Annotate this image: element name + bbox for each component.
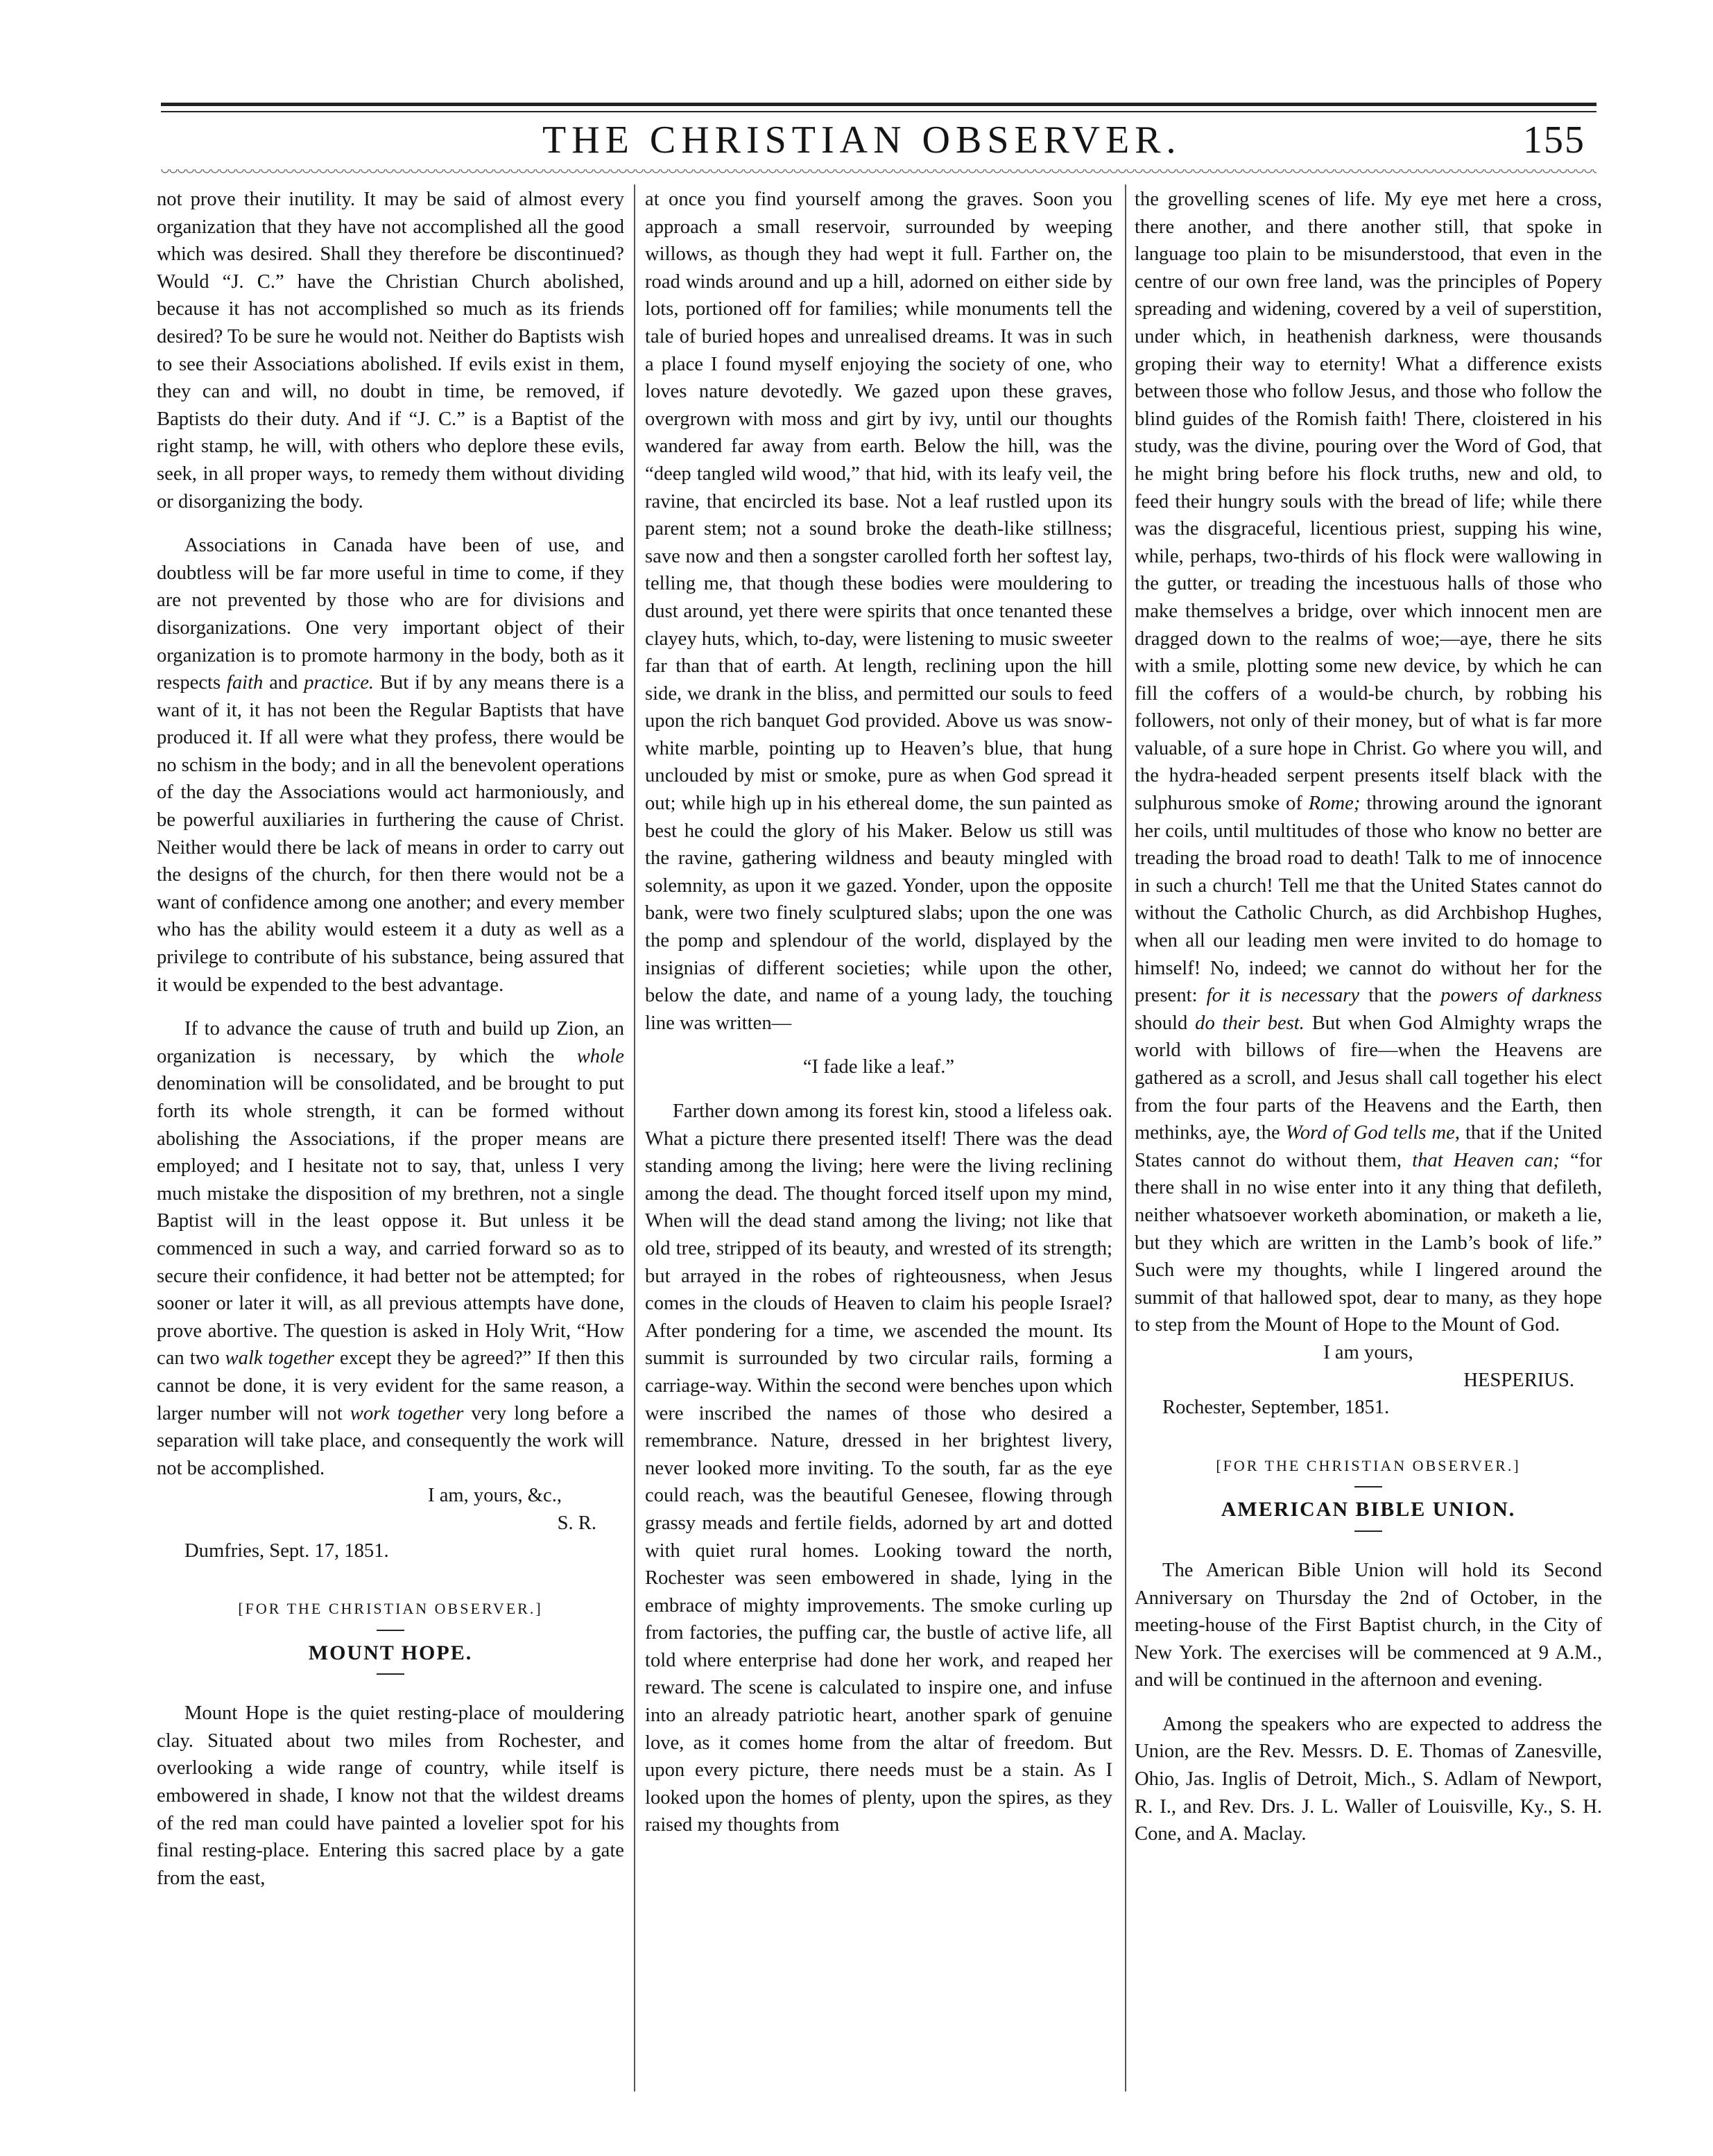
paragraph: Among the speakers who are expected to address the Union, are the Rev. Messrs. D. E. Thomas of Zanesville, Ohio, Jas. Inglis of Detroit, Mich., S. Adlam of Newport, R. I., and Rev. Drs. J. L. Waller of Louisville, Ky., S. H. Cone, and A. Maclay. <box>1135 1713 1602 1845</box>
paragraph: If to advance the cause of truth and build up Zion, an organization is necessary, by which the whole denomination will be consolidated, and be brought to put forth its whole strength, it can be formed without abolishing the Associations, if the proper means are employed; and I hesitate not to say, that, unless I very much mistake the disposition of my brethren, not a single Baptist will in the least oppose it. But unless it be commenced in such a way, and carried forward so as to secure their confidence, it had better not be attempted; for sooner or later it will, as all previous attempts have done, prove abortive. The question is asked in Holy Writ, “How can two walk together except they be agreed?” If then this cannot be done, it is very evident for the same reason, a larger number will not work together very long before a separation will take place, and consequently the work will not be accomplished. <box>157 1018 624 1479</box>
section-label: [FOR THE CHRISTIAN OBSERVER.] <box>238 1600 543 1618</box>
paragraph: at once you find yourself among the graves. Soon you approach a small reservoir, surrounded by weeping willows, as though they had wept it full. Farther on, the road winds around and up a hill, adorned on either side by lots, portioned off for families; while monuments tell the tale of buried hopes and unrealised dreams. It was in such a place I found myself enjoying the society of one, who loves nature devotedly. We gazed upon these graves, overgrown with moss and girt by ivy, until our thoughts wandered far away from earth. Below the hill, was the “deep tangled wild wood,” that hid, with its leafy veil, the ravine, that encircled its base. Not a leaf rustled upon its parent stem; not a sound broke the death-like stillness; save now and then a songster carolled forth her softest lay, telling me, that though these bodies were mouldering to dust around, yet there were spirits that once tenanted these clayey huts, which, to-day, were listening to music sweeter far than that of earth. At length, reclining upon the hill side, we drank in the bliss, and permitted our souls to feed upon the rich banquet God provided. Above us was snow-white marble, pointing up to Heaven’s blue, that hung unclouded by mist or smoke, pure as when God spread it out; while high up in his ethereal dome, the sun painted as best he could the glory of his Maker. Below us still was the ravine, gathering wildness and beauty mingled with solemnity, as upon it we gazed. Yonder, upon the opposite bank, were two finely sculptured slabs; upon the one was the pomp and splendour of the world, displayed by the insignias of different societies; while upon the other, below the date, and name of a young lady, the touching line was written— <box>645 189 1112 1034</box>
paragraph: Associations in Canada have been of use, and doubtless will be far more useful in time to come, if they are not prevented by those who are for divisions and disorganizations. One very important object of their organization is to promote harmony in the body, both as it respects faith and practice. But if by any means there is a want of it, it has not been the Regular Baptists that have produced it. If all were what they profess, there would be no schism in the body; and in all the benevolent operations of the day the Associations would act harmoniously, and be powerful auxiliaries in furthering the cause of Christ. Neither would there be lack of means in order to carry out the designs of the church, for then there would not be a want of confidence among one another; and every member who has the ability would esteem it a duty as well as a privilege to contribute of his substance, being assured that it would be expended to the best advantage. <box>157 535 624 996</box>
paragraph: The American Bible Union will hold its Second Anniversary on Thursday the 2nd of October, in the meeting-house of the First Baptist church, in the City of New York. The exercises will be commenced at 9 A.M., and will be continued in the afternoon and evening. <box>1135 1559 1602 1691</box>
masthead <box>161 112 1596 168</box>
paragraph: Farther down among its forest kin, stood a lifeless oak. What a picture there presented itself! There was the dead standing among the living; here were the living reclining among the dead. The thought forced itself upon my mind, When will the dead stand among the living; not like that old tree, stripped of its beauty, and wrested of its strength; but arrayed in the robes of righteousness, when Jesus comes in the clouds of Heaven to claim his people Israel? After pondering for a time, we ascended the mount. Its summit is surrounded by two circular rails, forming a carriage-way. Within the second were benches upon which were inscribed the names of those who desired a remembrance. Nature, dressed in her brightest livery, never looked more inviting. To the south, far as the eye could reach, was the beautiful Genesee, flowing through grassy meads and fertile fields, adorned by art and dotted with quiet rural homes. Looking toward the north, Rochester was seen embowered in shade, lying in the embrace of mighty improvements. The smoke curling up from factories, the puffing car, the bustle of active life, all told where enterprise had done her work, and reaped her reward. The scene is calculated to inspire one, and infuse into an already patriotic heart, another spark of genuine love, as it comes home from the altar of freedom. But upon every picture, there needs must be a stain. As I looked upon the homes of plenty, upon the spires, as they raised my thoughts from <box>645 1101 1112 1836</box>
dateline: Rochester, September, 1851. <box>1162 1397 1390 1419</box>
signature: S. R. <box>557 1512 596 1534</box>
dash-divider <box>1354 1486 1382 1487</box>
column-3 <box>1135 186 1602 1848</box>
quote-line: “I fade like a leaf.” <box>802 1056 955 1078</box>
publication-title: THE CHRISTIAN OBSERVER. <box>542 119 1182 162</box>
closing: I am yours, <box>1323 1341 1413 1363</box>
paragraph: Mount Hope is the quiet resting-place of mouldering clay. Situated about two miles from Rochester, and overlooking a wide range of country, while itself is embowered in shade, I know not that the wildest dreams of the red man could have painted a lovelier spot for his final resting-place. Entering this sacred place by a gate from the east, <box>157 1702 624 1889</box>
column-divider <box>1125 184 1126 2092</box>
dash-divider <box>377 1673 404 1675</box>
paragraph: not prove their inutility. It may be said of almost every organization that they have not accomplished all the good which was desired. Shall they therefore be discontinued? Would “J. C.” have the Christian Church abolished, because it has not accomplished so much as its friends desired? To be sure he would not. Neither do Baptists wish to see their Associations abolished. If evils exist in them, they can and will, no doubt in time, be removed, if Baptists do their duty. And if “J. C.” is a Baptist of the right stamp, he will, with others who deplore these evils, seek, in all proper ways, to remedy them without dividing or disorganizing the body. <box>157 189 624 512</box>
top-rule <box>161 103 1596 106</box>
dash-divider <box>377 1630 404 1631</box>
column-1 <box>157 186 624 1892</box>
wavy-rule <box>161 169 1596 178</box>
dateline: Dumfries, Sept. 17, 1851. <box>184 1540 389 1562</box>
page-number: 155 <box>1523 119 1585 162</box>
column-2 <box>645 186 1112 1839</box>
paragraph: the grovelling scenes of life. My eye met here a cross, there another, and there another still, that spoke in language too plain to be misunderstood, that even in the centre of our own free land, was the principles of Popery spreading and widening, covered by a veil of superstition, under which, in heathenish darkness, were thousands groping their way to eternity! What a difference exists between those who follow Jesus, and those who follow the blind guides of the Romish faith! There, cloistered in his study, was the divine, pouring over the Word of God, that he might bring before his flock truths, new and old, to feed their hungry souls with the bread of life; while there was the disgraceful, licentious priest, supping his wine, while, perhaps, two-thirds of his flock were wallowing in the gutter, or treading the incestuous halls of those who make themselves a bridge, over which innocent men are dragged down to the realms of woe;—aye, there he sits with a smile, plotting some new device, by which he can fill the coffers of a would-be church, by robbing his followers, not only of their money, but of what is far more valuable, of a sure hope in Christ. Go where you will, and the hydra-headed serpent presents itself black with the sulphurous smoke of Rome; throwing around the ignorant her coils, until multitudes of those who know no better are treading the broad road to death! Talk to me of innocence in such a church! Tell me that the United States cannot do without the Catholic Church, as did Archbishop Hughes, when all our leading men were invited to do homage to himself! No, indeed; we cannot do without her for the present: for it is necessary that the powers of darkness should do their best. But when God Almighty wraps the world with billows of fire—when the Heavens are gathered as a scroll, and Jesus shall call together his elect from the four parts of the Heavens and the Earth, then methinks, aye, the Word of God tells me, that if the United States cannot do without them, that Heaven can; “for there shall in no wise enter into it any thing that defileth, neither whatsoever worketh abomination, or maketh a lie, but they which are written in the Lamb’s book of life.” Such were my thoughts, while I lingered around the summit of that hallowed spot, dear to many, as they hope to step from the Mount of Hope to the Mount of God. <box>1135 189 1602 1336</box>
signature: HESPERIUS. <box>1463 1369 1574 1391</box>
dash-divider <box>1354 1530 1382 1532</box>
closing: I am, yours, &c., <box>428 1485 562 1507</box>
article-heading: MOUNT HOPE. <box>308 1641 473 1664</box>
column-divider <box>634 184 635 2092</box>
article-heading: AMERICAN BIBLE UNION. <box>1221 1498 1516 1521</box>
section-label: [FOR THE CHRISTIAN OBSERVER.] <box>1216 1456 1521 1474</box>
